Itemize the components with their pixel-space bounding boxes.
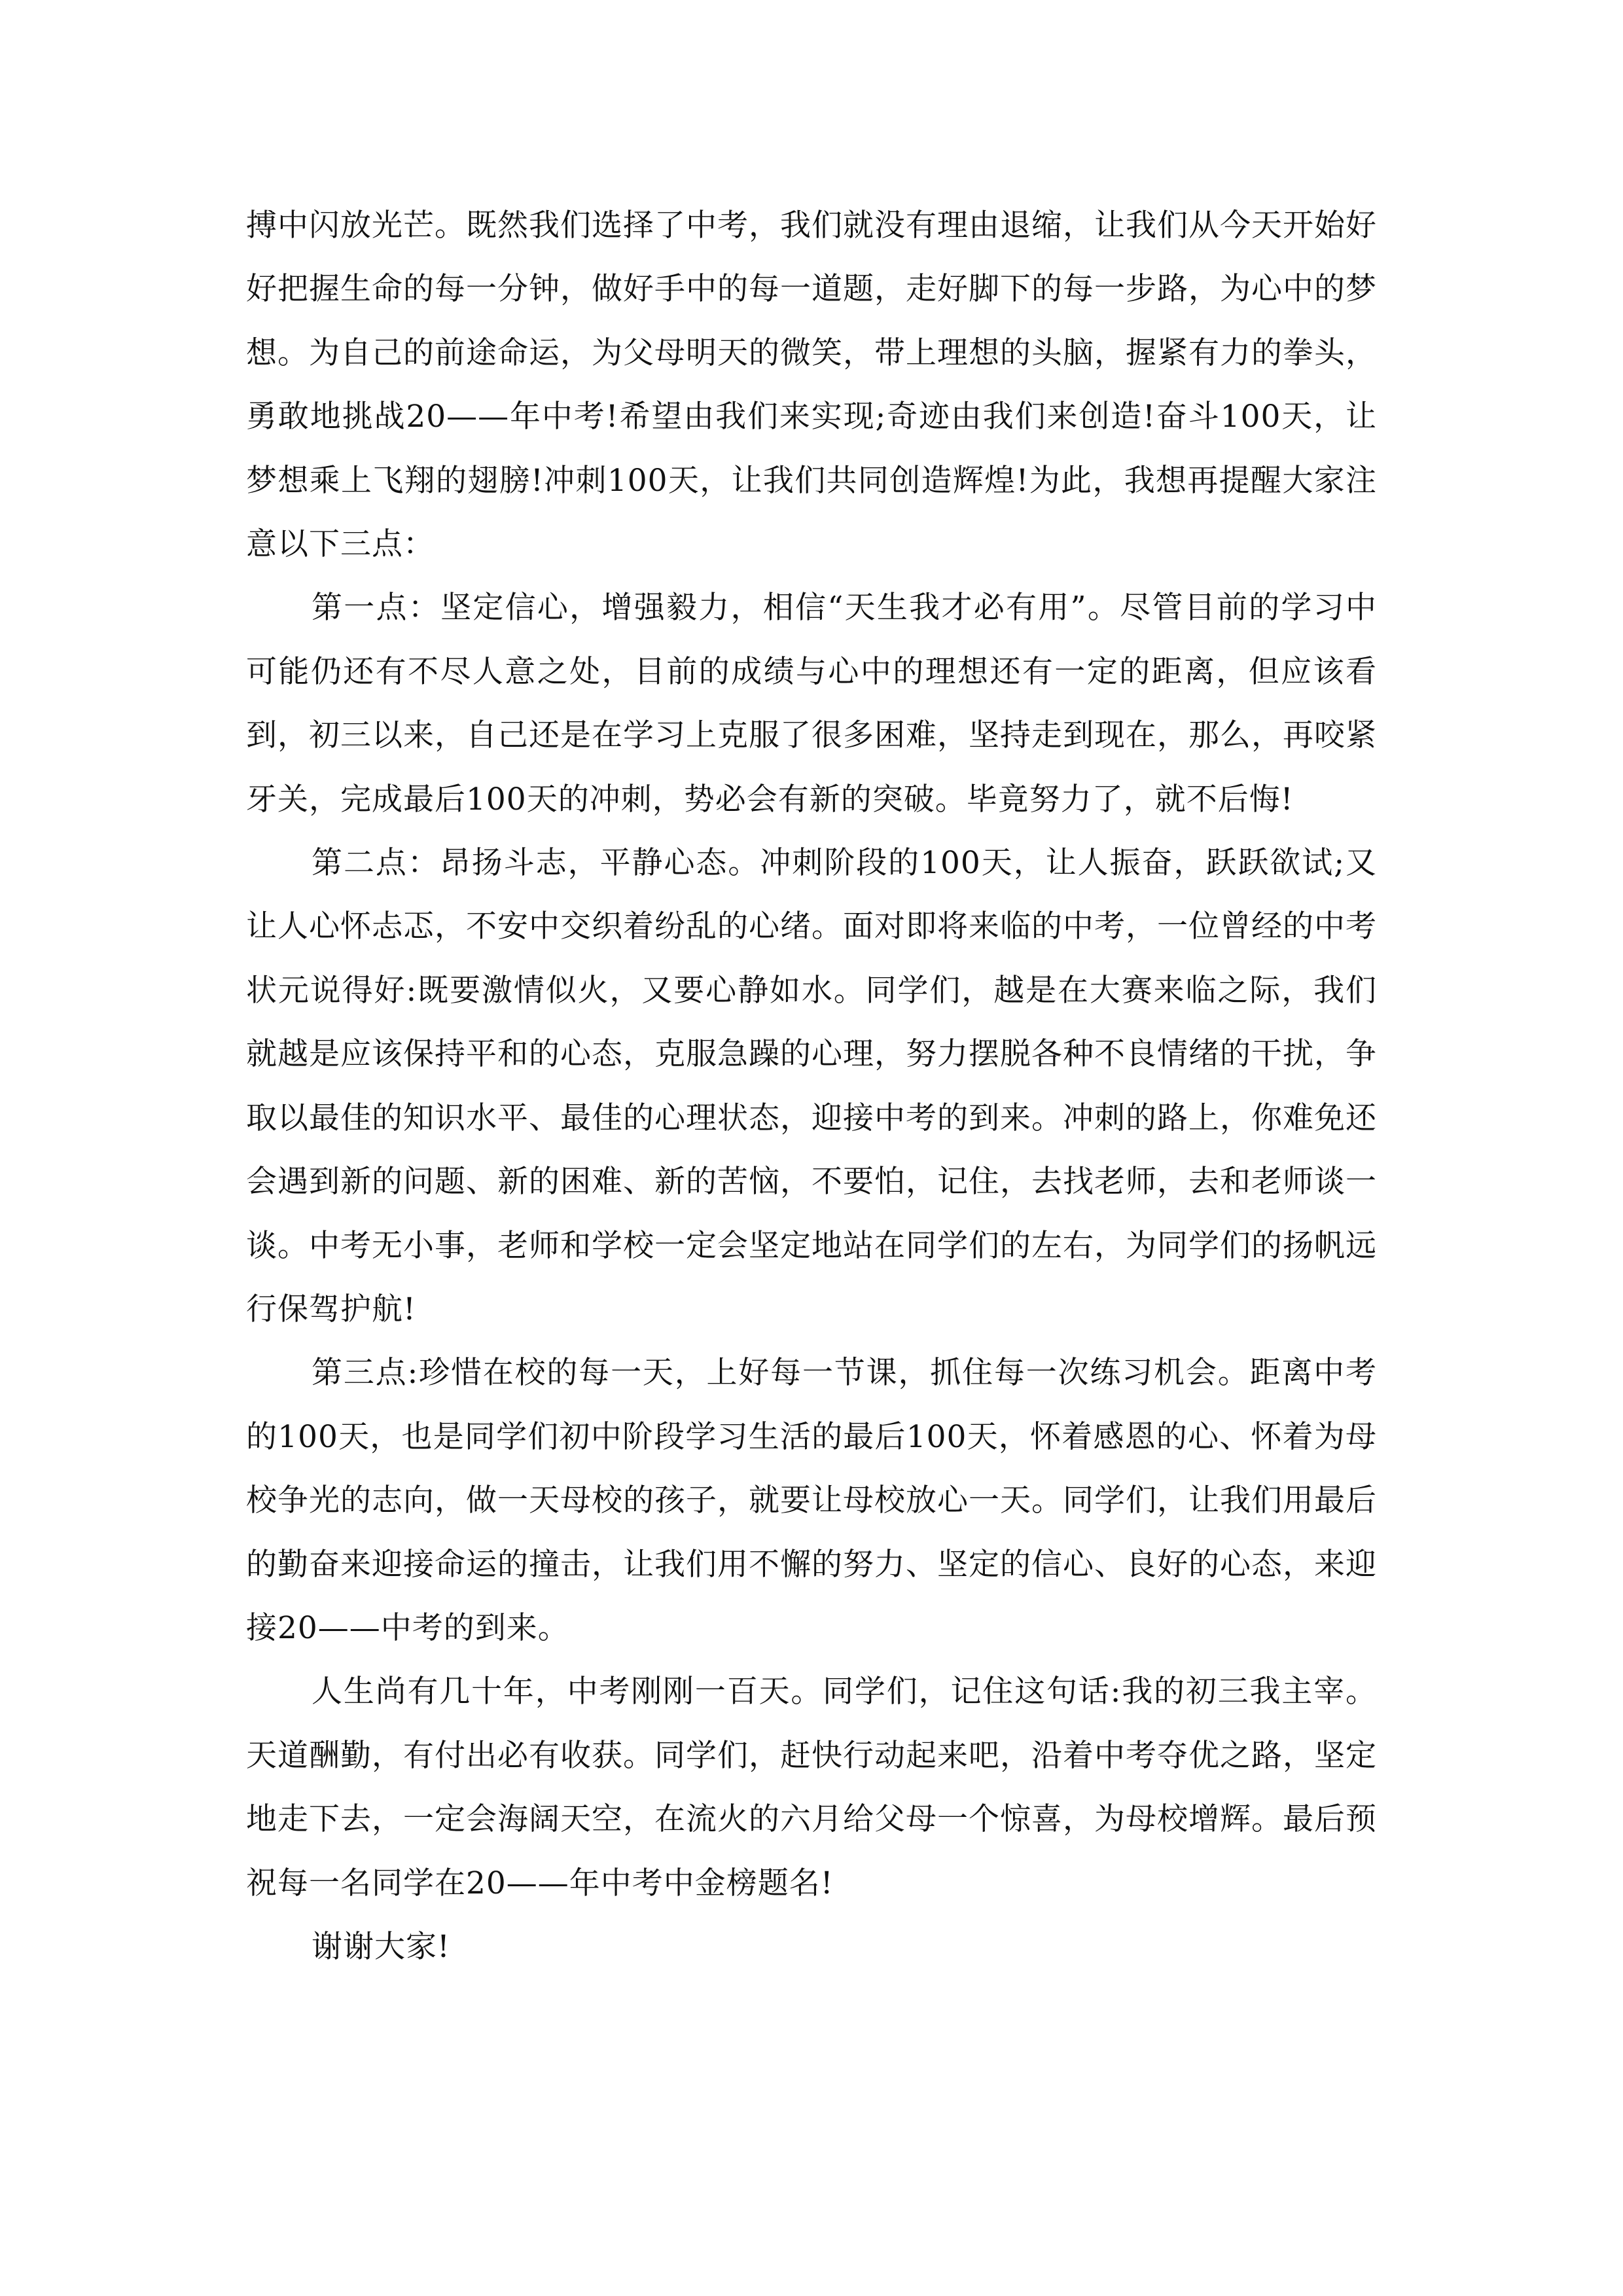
paragraph-thanks: 谢谢大家!	[312, 1928, 450, 1965]
paragraph-point-three: 第三点:珍惜在校的每一天，上好每一节课，抓住每一次练习机会。距离中考的100天，也是同学们初中阶段学习生活的最后100天，怀着感恩的心、怀着为母校争光的志向，做一天母校的孩子，就要让母校放心一天。同学们，让我们用最后的勤奋来迎接命运的撞击，让我们用不懈的努力、坚定的信心、良好的心态，来迎接20——中考的到来。	[246, 1355, 1377, 1646]
document-body	[246, 194, 1377, 1979]
paragraph-continuation: 搏中闪放光芒。既然我们选择了中考，我们就没有理由退缩，让我们从今天开始好好把握生命的每一分钟，做好手中的每一道题，走好脚下的每一步路，为心中的梦想。为自己的前途命运，为父母明天的微笑，带上理想的头脑，握紧有力的拳头，勇敢地挑战20——年中考!希望由我们来实现;奇迹由我们来创造!奋斗100天，让梦想乘上飞翔的翅膀!冲刺100天，让我们共同创造辉煌!为此，我想再提醒大家注意以下三点：	[246, 207, 1377, 563]
paragraph-point-two: 第二点：昂扬斗志，平静心态。冲刺阶段的100天，让人振奋，跃跃欲试;又让人心怀忐忑，不安中交织着纷乱的心绪。面对即将来临的中考，一位曾经的中考状元说得好:既要激情似火，又要心静如水。同学们，越是在大赛来临之际，我们就越是应该保持平和的心态，克服急躁的心理，努力摆脱各种不良情绪的干扰，争取以最佳的知识水平、最佳的心理状态，迎接中考的到来。冲刺的路上，你难免还会遇到新的问题、新的困难、新的苦恼，不要怕，记住，去找老师，去和老师谈一谈。中考无小事，老师和学校一定会坚定地站在同学们的左右，为同学们的扬帆远行保驾护航!	[246, 845, 1377, 1327]
paragraph-closing: 人生尚有几十年，中考刚刚一百天。同学们，记住这句话:我的初三我主宰。天道酬勤，有付出必有收获。同学们，赶快行动起来吧，沿着中考夺优之路，坚定地走下去，一定会海阔天空，在流火的六月给父母一个惊喜，为母校增辉。最后预祝每一名同学在20——年中考中金榜题名!	[246, 1674, 1377, 1901]
paragraph-point-one: 第一点：坚定信心，增强毅力，相信“天生我才必有用”。尽管目前的学习中可能仍还有不尽人意之处，目前的成绩与心中的理想还有一定的距离，但应该看到，初三以来，自己还是在学习上克服了很多困难，坚持走到现在，那么，再咬紧牙关，完成最后100天的冲刺，势必会有新的突破。毕竟努力了，就不后悔!	[246, 590, 1377, 817]
